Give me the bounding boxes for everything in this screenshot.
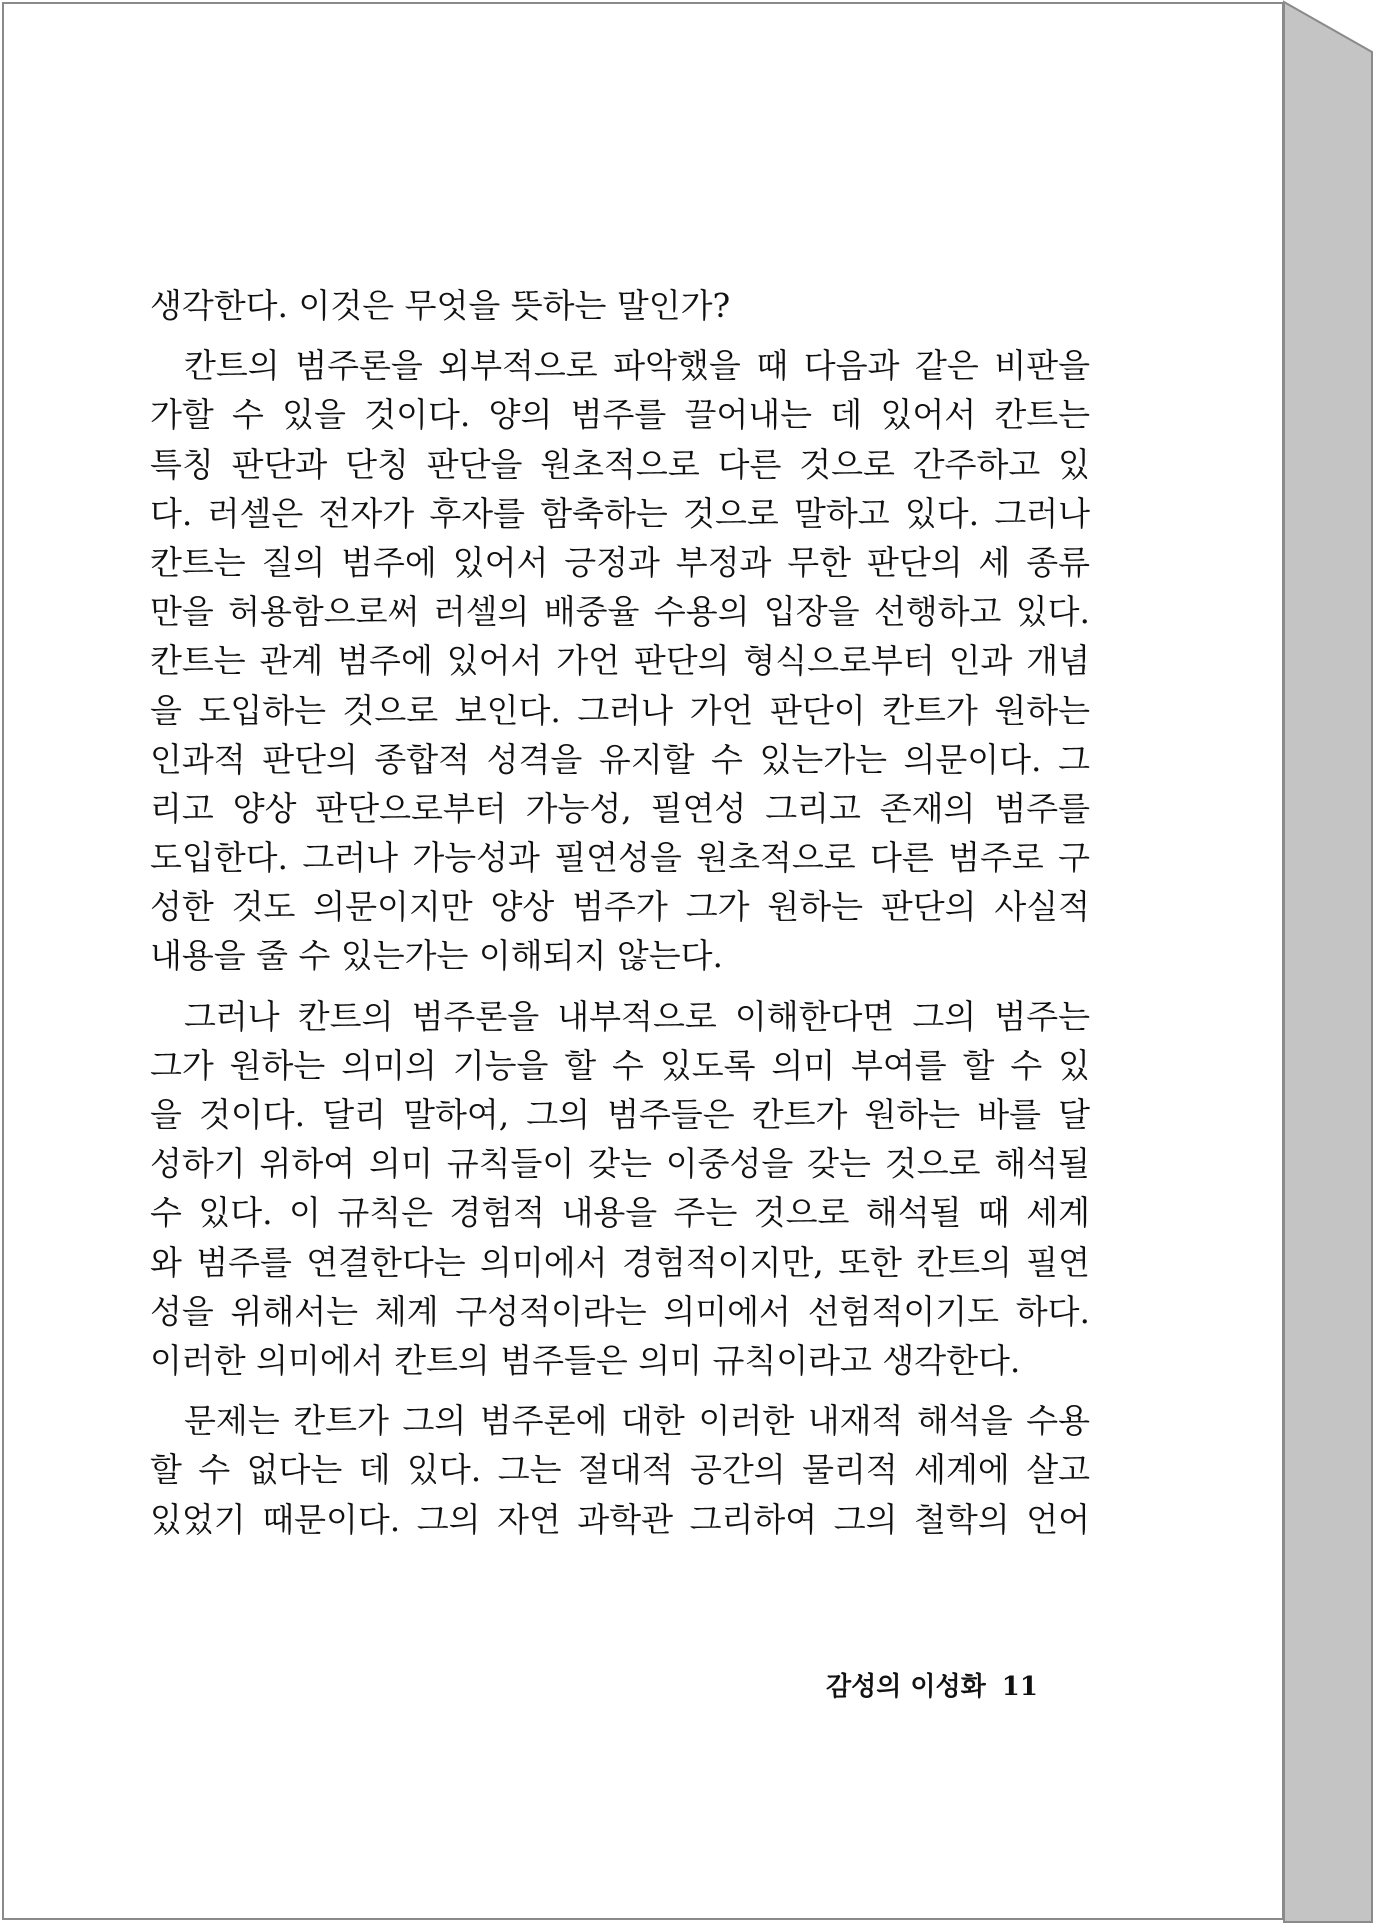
text-line: 칸트는 질의 범주에 있어서 긍정과 부정과 무한 판단의 세 종류 (150, 542, 1090, 582)
text-line: 인과적 판단의 종합적 성격을 유지할 수 있는가는 의문이다. 그 (150, 739, 1090, 779)
text-line: 성을 위해서는 체계 구성적이라는 의미에서 선험적이기도 하다. (150, 1291, 1090, 1331)
text-line: 있었기 때문이다. 그의 자연 과학관 그리하여 그의 철학의 언어 (150, 1499, 1090, 1539)
text-line: 내용을 줄 수 있는가는 이해되지 않는다. (150, 936, 723, 976)
text-line: 칸트는 관계 범주에 있어서 가언 판단의 형식으로부터 인과 개념 (150, 641, 1090, 681)
running-title: 감성의 이성화 (826, 1672, 986, 1702)
text-line: 칸트의 범주론을 외부적으로 파악했을 때 다음과 같은 비판을 (184, 346, 1090, 386)
text-line: 문제는 칸트가 그의 범주론에 대한 이러한 내재적 해석을 수용 (184, 1401, 1090, 1441)
text-line: 을 것이다. 달리 말하여, 그의 범주들은 칸트가 원하는 바를 달 (150, 1095, 1090, 1134)
text-line: 을 도입하는 것으로 보인다. 그러나 가언 판단이 칸트가 원하는 (150, 690, 1090, 730)
text-line: 만을 허용함으로써 러셀의 배중율 수용의 입장을 선행하고 있다. (150, 592, 1090, 632)
text-line: 특칭 판단과 단칭 판단을 원초적으로 다른 것으로 간주하고 있 (150, 444, 1090, 484)
text-line: 수 있다. 이 규칙은 경험적 내용을 주는 것으로 해석될 때 세계 (150, 1193, 1090, 1233)
text-line: 성하기 위하여 의미 규칙들이 갖는 이중성을 갖는 것으로 해석될 (150, 1144, 1090, 1184)
text-line: 와 범주를 연결한다는 의미에서 경험적이지만, 또한 칸트의 필연 (150, 1242, 1090, 1282)
text-line: 그가 원하는 의미의 기능을 할 수 있도록 의미 부여를 할 수 있 (150, 1045, 1090, 1085)
text-line: 가할 수 있을 것이다. 양의 범주를 끌어내는 데 있어서 칸트는 (150, 395, 1090, 435)
text-line: 리고 양상 판단으로부터 가능성, 필연성 그리고 존재의 범주를 (150, 788, 1090, 828)
text-line: 다. 러셀은 전자가 후자를 함축하는 것으로 말하고 있다. 그러나 (150, 493, 1090, 533)
body-text (150, 281, 1090, 1544)
text-line: 이러한 의미에서 칸트의 범주들은 의미 규칙이라고 생각한다. (150, 1340, 1021, 1380)
text-line: 그러나 칸트의 범주론을 내부적으로 이해한다면 그의 범주는 (184, 996, 1090, 1036)
text-line: 생각한다. 이것은 무엇을 뜻하는 말인가? (150, 286, 731, 325)
text-line: 할 수 없다는 데 있다. 그는 절대적 공간의 물리적 세계에 살고 (150, 1450, 1090, 1490)
paragraph (150, 1396, 1090, 1544)
paragraph (150, 281, 1090, 330)
text-line: 성한 것도 의문이지만 양상 범주가 그가 원하는 판단의 사실적 (150, 887, 1090, 927)
text-line: 도입한다. 그러나 가능성과 필연성을 원초적으로 다른 범주로 구 (150, 838, 1090, 878)
running-footer (826, 1666, 1038, 1703)
paragraph (150, 992, 1090, 1386)
paragraph (150, 341, 1090, 980)
page-number: 11 (1001, 1672, 1038, 1702)
